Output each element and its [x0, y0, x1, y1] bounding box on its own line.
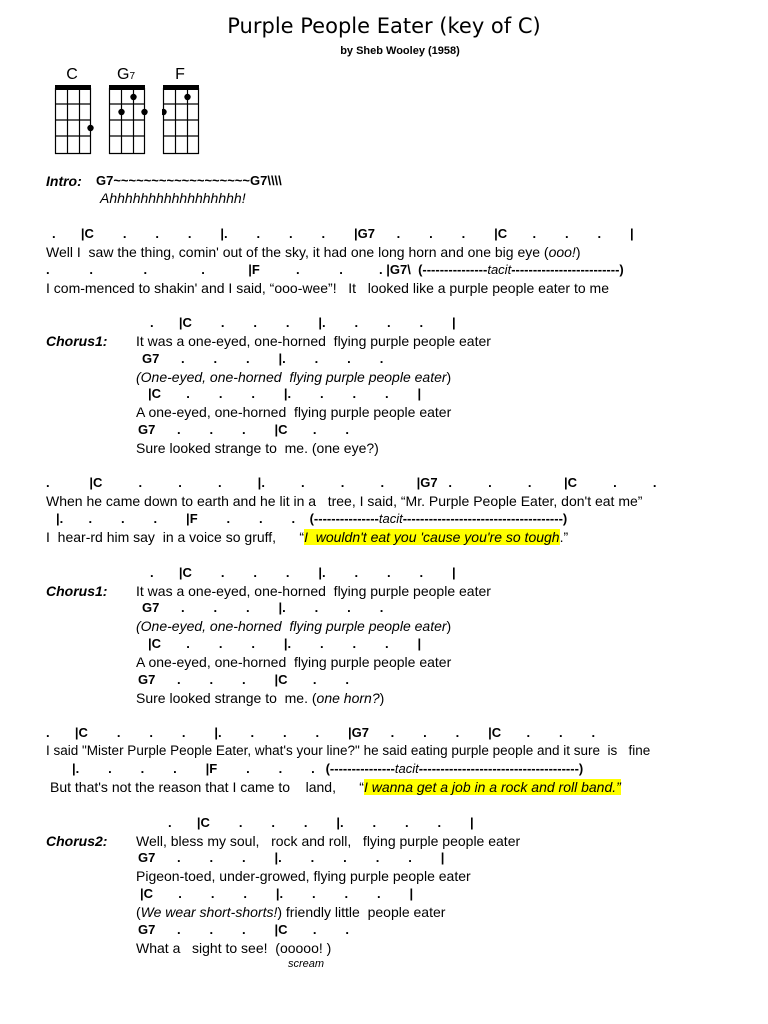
chord-diagram-label-c: C [66, 66, 78, 83]
verse1-lyric-line1: Well I saw the thing, comin' out of the sky, it had one long horn and one big eye (ooo!) [46, 244, 581, 260]
chorus1b-lyric-line3: A one-eyed, one-horned flying purple people eater [136, 654, 452, 670]
chorus1a-label: Chorus1: [46, 333, 108, 349]
chorus1b-chords-line2: G7 . . . |. . . . [142, 600, 384, 615]
chord-diagram-label-f: F [175, 66, 185, 83]
verse2-chords-line1: . |C . . . |. . . . |G7 . . . |C . . [46, 475, 657, 490]
chord-g7-diagram-icon [108, 84, 148, 156]
verse2-lyric-line1: When he came down to earth and he lit in a tree, I said, “Mr. Purple People Eater, don't eat me” [46, 493, 643, 509]
verse3-lyric-line1: I said "Mister Purple People Eater, what's your line?" he said eating purple people and it sure is fine [46, 743, 651, 758]
verse2-lyric-line2: I hear-rd him say in a voice so gruff, “I wouldn't eat you 'cause you're so tough.” [46, 529, 569, 545]
chorus1a-chords-line4: G7 . . . |C . . [138, 422, 349, 437]
chorus2-chords-line4: G7 . . . |C . . [138, 922, 349, 937]
verse1-chords-line2: . . . . |F . . . |G7\ (---------------tacit-------------------------) [46, 262, 624, 277]
chorus2-chords-line1: . |C . . . |. . . . | [168, 815, 474, 830]
chord-c-diagram-icon [54, 84, 94, 156]
intro-lyric: Ahhhhhhhhhhhhhhhhh! [100, 190, 246, 206]
chorus1b-chords-line3: |C . . . |. . . . | [148, 636, 422, 651]
intro-chords: G7~~~~~~~~~~~~~~~~~~G7\\\\ [96, 173, 282, 188]
chorus1b-chords-line1: . |C . . . |. . . . | [150, 565, 456, 580]
chorus2-lyric-line2: Pigeon-toed, under-growed, flying purple people eater [136, 868, 471, 884]
chorus1a-chords-line3: |C . . . |. . . . | [148, 386, 422, 401]
verse1-lyric-line2: I com-menced to shakin' and I said, “ooo-wee”! It looked like a purple people eater to me [46, 280, 609, 296]
song-title: Purple People Eater (key of C) [227, 14, 541, 38]
chorus1b-lyric-line1: It was a one-eyed, one-horned flying purple people eater [136, 583, 491, 599]
intro-label: Intro: [46, 173, 82, 189]
chorus2-lyric-line4: What a sight to see! (ooooo! ) [136, 940, 332, 956]
verse1-chords-line1: . |C . . . |. . . . |G7 . . . |C . . . | [52, 226, 634, 241]
verse2-chords-line2: |. . . . |F . . . (---------------tacit-------------------------------------) [56, 511, 568, 526]
chorus2-chords-line3: |C . . . |. . . . | [140, 886, 414, 901]
chorus1b-lyric-line4: Sure looked strange to me. (one horn?) [136, 690, 385, 706]
verse3-chords-line1: . |C . . . |. . . . |G7 . . . |C . . . [46, 725, 596, 740]
chorus2-lyric-line3: (We wear short-shorts!) friendly little people eater [136, 904, 446, 920]
chorus1a-lyric-line3: A one-eyed, one-horned flying purple people eater [136, 404, 452, 420]
chorus1b-chords-line4: G7 . . . |C . . [138, 672, 349, 687]
chorus1a-lyric-line1: It was a one-eyed, one-horned flying purple people eater [136, 333, 491, 349]
chorus1b-lyric-line2: (One-eyed, one-horned flying purple people eater) [136, 618, 452, 634]
chorus2-label: Chorus2: [46, 833, 108, 849]
chorus1a-chords-line2: G7 . . . |. . . . [142, 351, 384, 366]
verse3-lyric-line2: But that's not the reason that I came to land, “I wanna get a job in a rock and roll band.” [50, 779, 621, 795]
verse3-chords-line2: |. . . . |F . . . (---------------tacit-------------------------------------) [72, 761, 584, 776]
chorus1a-lyric-line2: (One-eyed, one-horned flying purple people eater) [136, 369, 452, 385]
chorus2-scream-note: scream [288, 958, 325, 970]
chorus2-lyric-line1: Well, bless my soul, rock and roll, flying purple people eater [136, 833, 521, 849]
chord-diagram-label-g7: G7 [116, 66, 135, 83]
chord-f-diagram-icon [162, 84, 202, 156]
chorus1b-label: Chorus1: [46, 583, 108, 599]
chorus2-chords-line2: G7 . . . |. . . . . | [138, 850, 445, 865]
song-byline: by Sheb Wooley (1958) [340, 45, 460, 57]
chorus1a-chords-line1: . |C . . . |. . . . | [150, 315, 456, 330]
chorus1a-lyric-line4: Sure looked strange to me. (one eye?) [136, 440, 379, 456]
